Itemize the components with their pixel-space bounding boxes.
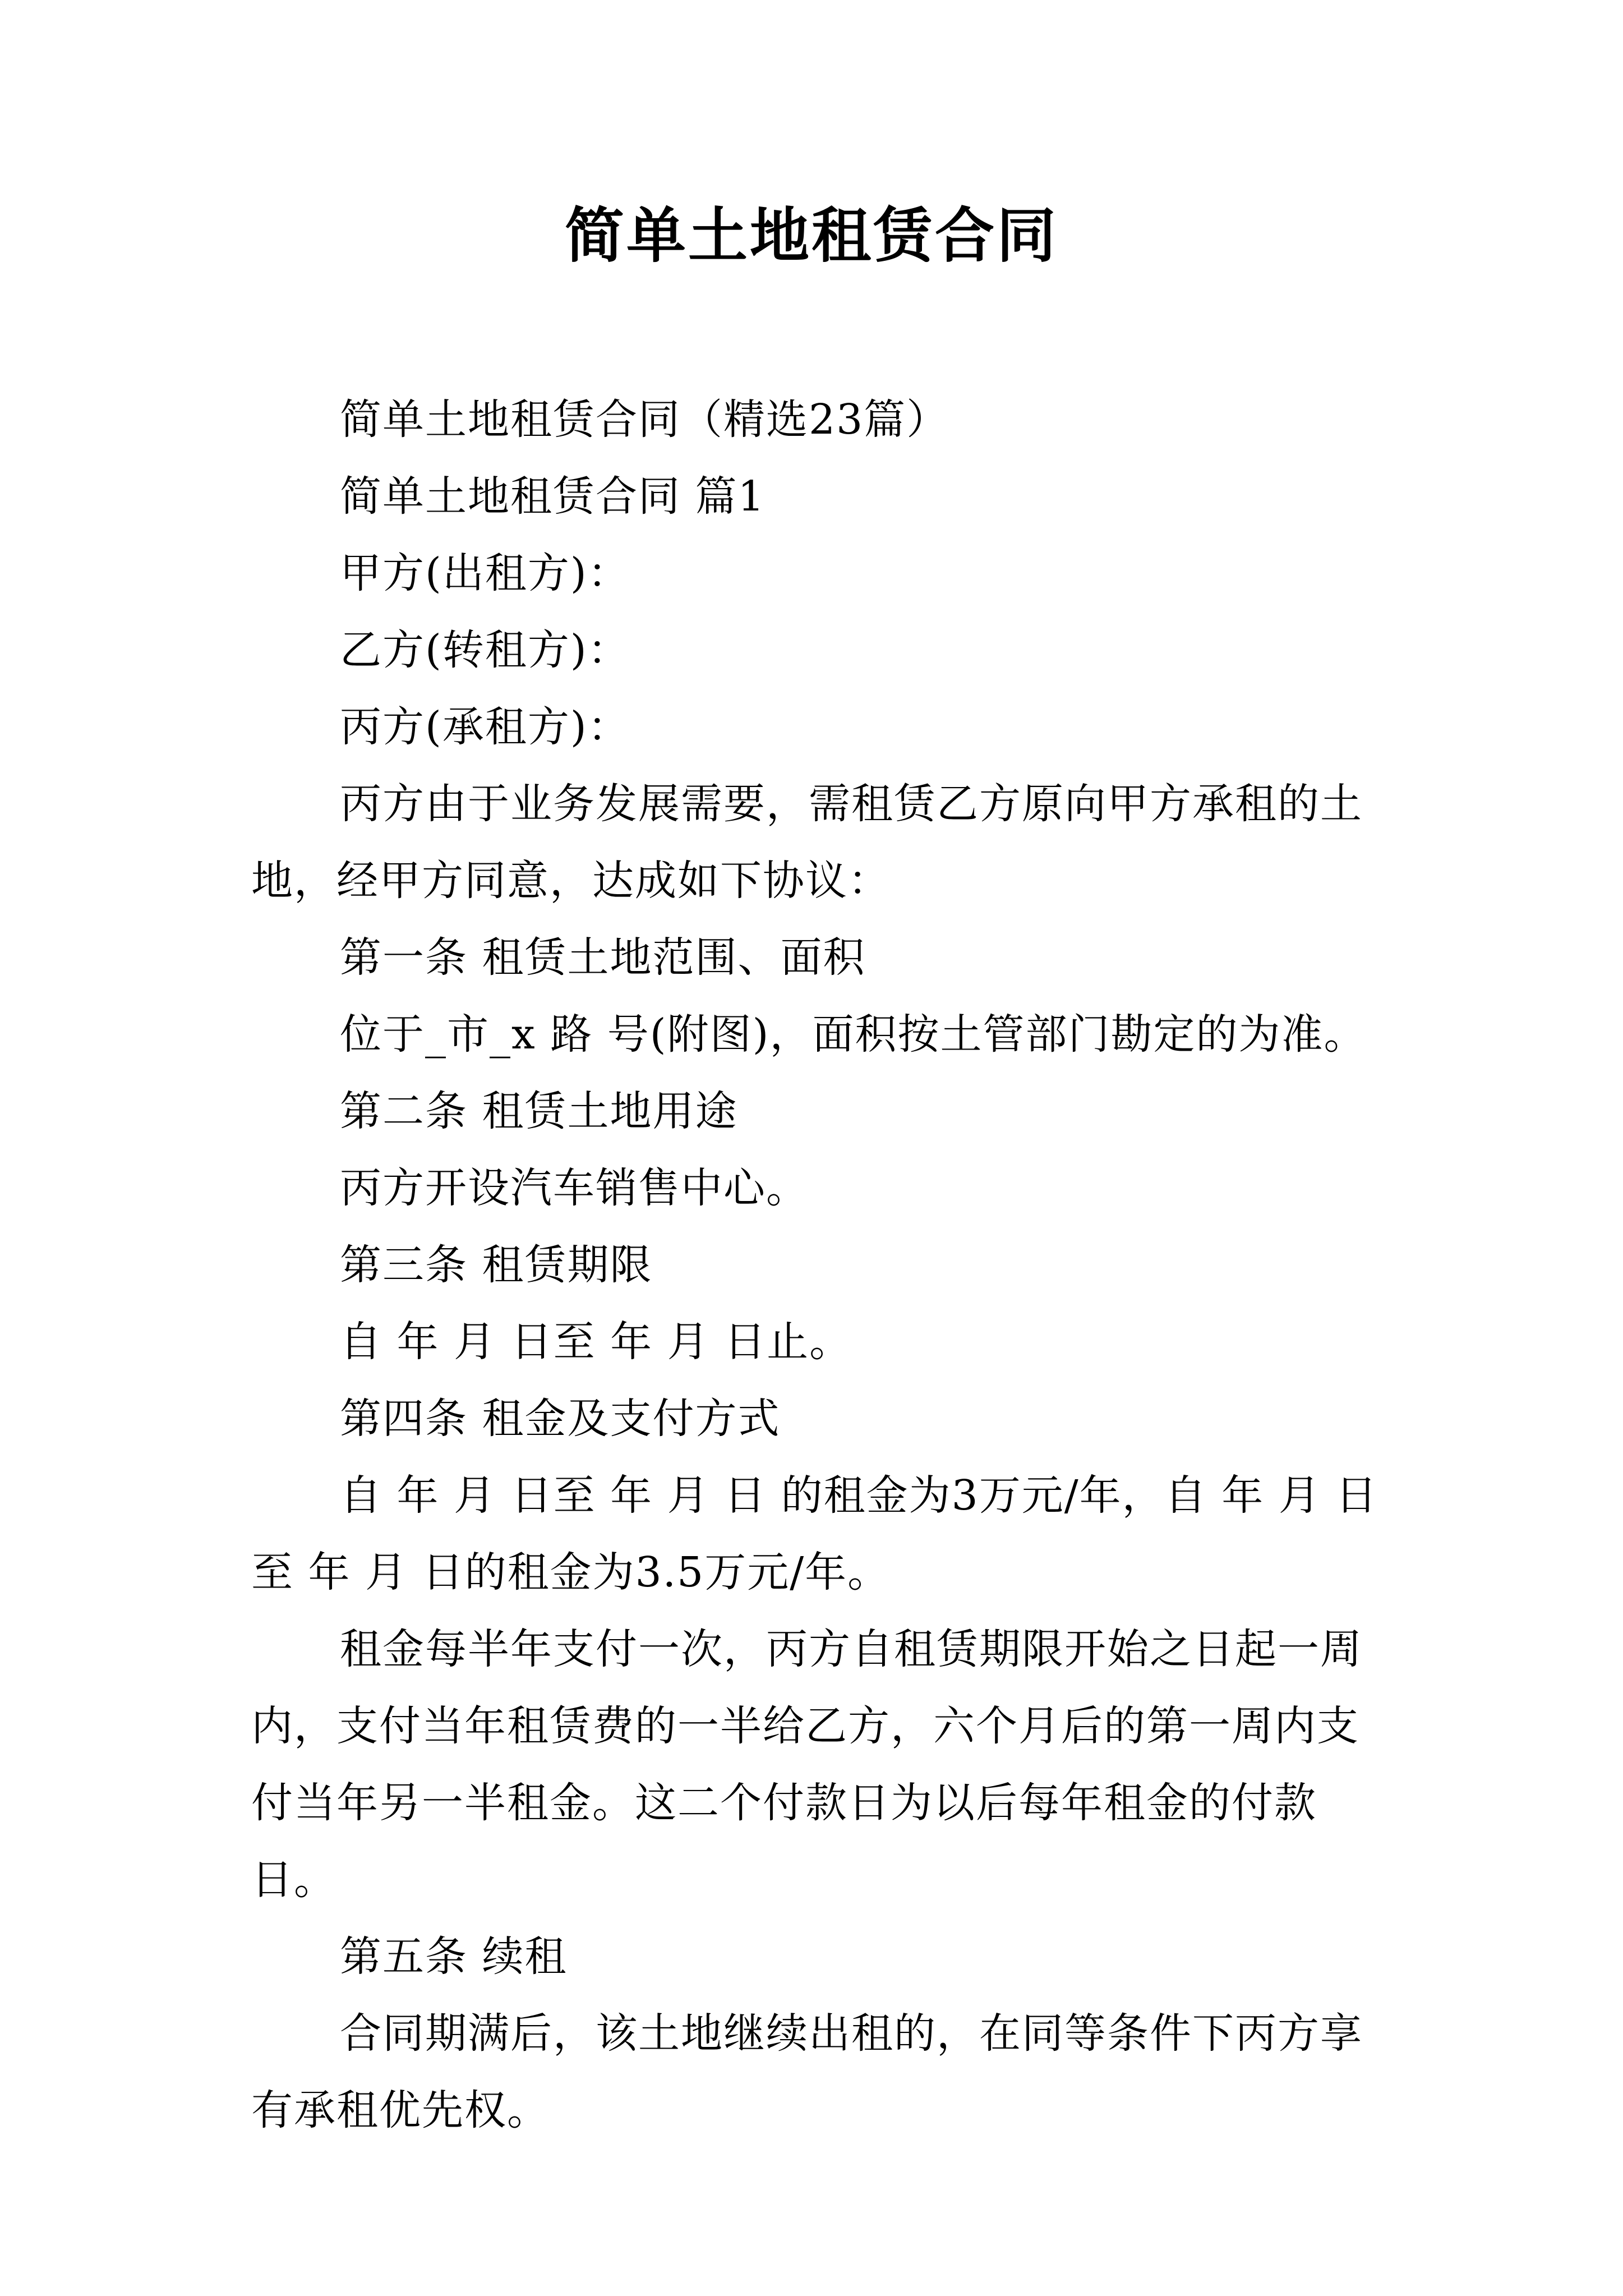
document-title: 简单土地租赁合同 (565, 200, 1058, 270)
article-2-text: 丙方开设汽车销售中心。 (340, 1164, 809, 1212)
article-4-text: 自 年 月 日至 年 月 日 的租金为3万元/年，自 年 月 日至 年 月 日的租金为3.5万元/年。 (251, 1471, 1378, 1596)
party-a-line: 甲方(出租方)： (340, 549, 630, 597)
article-3-text: 自 年 月 日至 年 月 日止。 (340, 1318, 852, 1366)
article-3-heading: 第三条 租赁期限 (340, 1241, 653, 1289)
article-4-payment-text: 租金每半年支付一次，丙方自租赁期限开始之日起一周内，支付当年租赁费的一半给乙方，六个月后的第一周内支付当年另一半租金。这二个付款日为以后每年租金的付款日。 (251, 1625, 1363, 1904)
article-1-text: 位于_市_x 路 号(附图)，面积按土管部门勘定的为准。 (340, 1010, 1367, 1059)
article-1-heading: 第一条 租赁土地范围、面积 (340, 933, 866, 982)
article-2-heading: 第二条 租赁土地用途 (340, 1087, 738, 1135)
party-c-line: 丙方(承租方)： (340, 703, 630, 751)
preamble-paragraph: 丙方由于业务发展需要，需租赁乙方原向甲方承租的土地，经甲方同意，达成如下协议： (251, 780, 1363, 905)
article-4-heading: 第四条 租金及支付方式 (340, 1395, 781, 1443)
article-5-text: 合同期满后，该土地继续出租的，在同等条件下丙方享有承租优先权。 (251, 2009, 1363, 2134)
article-5-heading: 第五条 续租 (340, 1932, 568, 1981)
party-b-line: 乙方(转租方)： (340, 626, 630, 674)
subtitle-paragraph: 简单土地租赁合同（精选23篇） (340, 395, 949, 444)
document-body (251, 381, 1390, 2149)
section-heading: 简单土地租赁合同 篇1 (340, 472, 766, 521)
